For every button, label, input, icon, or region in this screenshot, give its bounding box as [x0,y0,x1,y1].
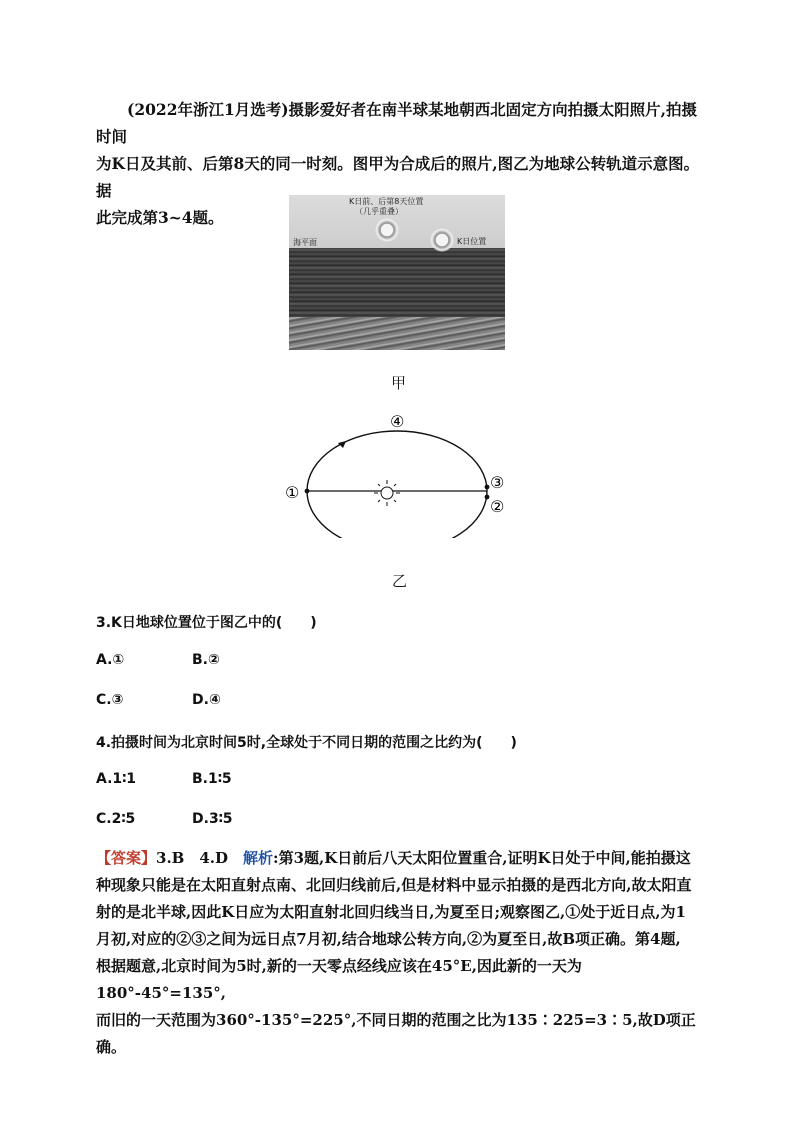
analysis-line: 月初,对应的②③之间为远日点7月初,结合地球公转方向,②为夏至日,故B项正确。第4题, [96,930,681,948]
orbit-ellipse [307,431,487,538]
analysis-line: :第3题,K日前后八天太阳位置重合,证明K日处于中间,能拍摄这 [273,849,691,867]
analysis-tag: 解析 [243,849,274,867]
answer-tag: 【答案】 [96,849,157,867]
question-4-stem: 4.拍摄时间为北京时间5时,全球处于不同日期的范围之比约为( ) [96,735,517,751]
analysis-line: 种现象只能是在太阳直射点南、北回归线前后,但是材料中显示拍摄的是西北方向,故太阳直 [96,876,692,894]
sun-symbol-icon [374,480,400,506]
intro-line: 为K日及其前、后第8天的同一时刻。图甲为合成后的照片,图乙为地球公转轨道示意图。据 [96,154,700,200]
analysis-line: 射的是北半球,因此K日应为太阳直射北回归线当日,为夏至日;观察图乙,①处于近日点,为1 [96,903,686,921]
label-overlap: （几乎重叠） [355,207,403,216]
q4-option-d: D.3∶5 [192,811,233,827]
q3-option-c: C.③ [96,692,124,708]
q3-option-b: B.② [192,652,220,668]
label-k-day: K日位置 [457,237,487,246]
point-4-label: ④ [390,412,405,431]
question-3-stem: 3.K日地球位置位于图乙中的( ) [96,615,317,631]
answer-section [96,845,700,1061]
analysis-line: 而旧的一天范围为360°-135°=225°,不同日期的范围之比为135∶225=3∶5,故D项正确。 [96,1011,696,1056]
label-sea-level: 海平面 [293,238,317,247]
sun-icon-k-day [430,228,454,252]
orbit-diagram [280,408,520,538]
point-3-label: ③ [490,473,505,492]
answer-first-line [96,845,700,872]
caption-jia: 甲 [391,374,407,392]
q4-option-a: A.1∶1 [96,771,137,787]
q4-option-c: C.2∶5 [96,811,136,827]
sun-photo-figure [289,195,505,350]
point-3-dot [485,485,490,490]
point-2-label: ② [490,497,505,516]
intro-line: 此完成第3~4题。 [96,208,224,227]
point-2-dot [485,495,490,500]
point-1-label: ① [285,483,300,502]
point-1-dot [305,489,310,494]
intro-line: (2022年浙江1月选考)摄影爱好者在南半球某地朝西北固定方向拍摄太阳照片,拍摄时间 [96,100,697,146]
caption-yi: 乙 [392,572,408,590]
q3-option-a: A.① [96,652,125,668]
q3-option-d: D.④ [192,692,221,708]
analysis-line: 根据题意,北京时间为5时,新的一天零点经线应该在45°E,因此新的一天为180°-45°=135°, [96,957,582,1002]
q4-option-b: B.1∶5 [192,771,232,787]
wave-foam [289,317,505,350]
answer-keys: 3.B 4.D [156,849,244,867]
label-k-around: K日前、后第8天位置 [349,197,424,206]
sun-icon-k-around [375,218,399,242]
